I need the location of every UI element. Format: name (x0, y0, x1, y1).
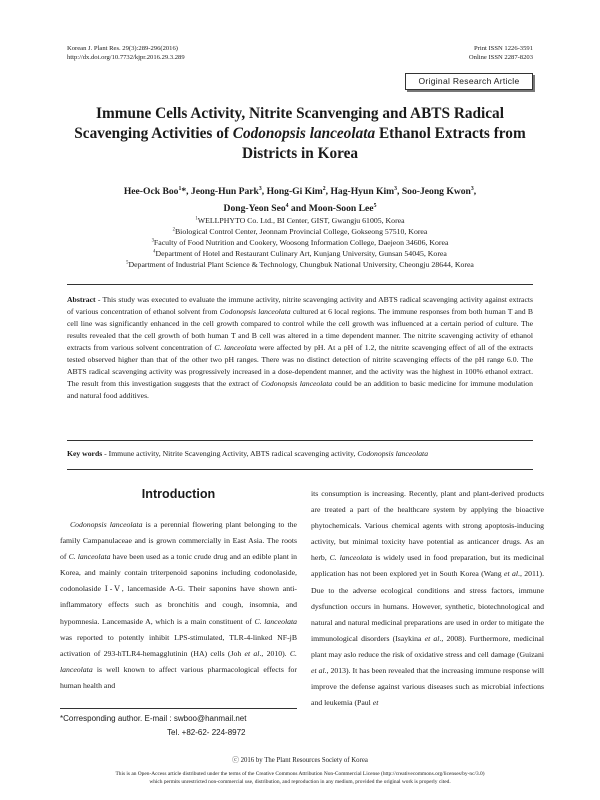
keywords-label: Key words (67, 449, 103, 458)
doi-link[interactable]: http://dx.doi.org/10.7732/kjpr.2016.29.3.289 (67, 54, 185, 61)
intro-paragraph: Codonopsis lanceolata is a perennial flowering plant belonging to the family Campanulaceae and is grown commercially in East Asia. The roots of C. lanceolata have been used as a tonic crude drug and an edible plant in Korea, and mainly contain triterpenoid saponins including codonolaside, codonolaside Ⅰ-Ⅴ, lancemaside A-G. Their saponins have shown anti-inflammatory effects such as bronchitis and cough, insomnia, and hypomnesia. Lancemaside A, which is a main constituent of C. lanceolata was reported to potently inhibit LPS-stimulated, TLR-4-linked NF-jB activation of 293-hTLR4-hemagglutinin (HA) cells (Joh et al., 2010). C. lanceolata is well known to affect various pharmacological effects for human health and (60, 520, 297, 690)
abstract: Abstract - This study was executed to evaluate the immune activity, nitrite scavenging activity and ABTS radical scavenging activity against extracts of various concentration of ethanol solvent from Codonopsis lanceolata cultured at 6 local regions. The immune responses from both human T and B cell line was significantly enhanced in the cell growth compared to control while the cell growth was influenced at a certain period of culture. The results revealed that the cell growth of both human T and B cell was altered in a time dependent manner. The nitrite scavenging activity of ethanol extracts from various solvent concentration of C. lanceolata were affected by pH. At a pH of 1.2, the nitrite scavenging effect of all of the extracts tested observed higher than that of the other two pH ranges. There was no distinct detection of nitrite scavenging effects of the pH range 6.0. The ABTS radical scavenging activity was progressively increased in a dose-dependent manner, and the activity was the highest in 100% ethanol extract. The result from this investigation suggests that the extract of Codonopsis lanceolata could be an addition to basic medicine for immune modulation and natural food additives. (67, 295, 534, 401)
abstract-label: Abstract (67, 295, 96, 304)
affiliation: $^4$Department of Hotel and Restaurant Culinary Art, Kunjang University, Gunsan 54045, Korea (153, 249, 447, 258)
corresponding-author-email: *Corresponding author. E-mail : swboo@hanmail.net (60, 714, 247, 723)
license-line-1: This is an Open-Access article distributed under the terms of the Creative Commons Attribution Non-Commercial License (http://creativecommons.org/licenses/by-nc/3.0) (115, 771, 485, 777)
keywords-bottom-rule (67, 469, 533, 470)
license-line-2: which permits unrestricted non-commercial use, distribution, and reproduction in any medium, provided the original work is properly cited. (149, 778, 451, 785)
journal-citation: Korean J. Plant Res. 29(3):289-296(2016) (67, 45, 178, 52)
keywords: Key words - Immune activity, Nitrite Scavenging Activity, ABTS radical scavenging activity, Codonopsis lanceolata (67, 449, 429, 458)
body-column-right (311, 486, 544, 711)
affiliation: $^1$WELLPHYTO Co. Ltd., BI Center, GIST, Gwangju 61005, Korea (195, 216, 405, 225)
author: Hag-Hyun Kim$^3$, (330, 185, 402, 197)
issn-header (469, 44, 533, 62)
author-list (60, 183, 540, 217)
license-notice (40, 771, 560, 786)
author: Hee-Ock Boo$^1$*, (123, 185, 191, 197)
abstract-top-rule (67, 284, 533, 285)
author: Hong-Gi Kim$^2$, (266, 185, 331, 197)
title-part-2: Ethanol Extracts from Districts in Korea (241, 125, 526, 162)
title-part-1: Immune Cells Activity, Nitrite Scanvenging and ABTS Radical Scavenging Activities of (74, 105, 504, 142)
intro-paragraph-continued: its consumption is increasing. Recently, plant and plant-derived products are treated a part of the healthcare system by applying the bioactive phytochemicals. Various chemical agents with strong apoptosis-inducing activity, but minimal toxicity have potential as anticancer drugs. As an herb, C. lanceolata is widely used in food preparation, but its medicinal application has not been explored yet in South Korea (Wang et al., 2011). Due to the adverse ecological conditions and stress factors, immune dysfunction occurs in humans. However, synthetic, biotechnological and natural and natural medicinal preparations are used in order to mitigate the immunological disorders (Isaykina et al., 2008). Furthermore, medicinal plant may aslo reduce the risk of oxidative stress and cell damage (Guizani et al., 2013). It has been revealed that the increasing immune response will improve the defense against various diseases such as microbial infections and leukemia (Paul et (311, 489, 545, 708)
affiliation: $^5$Department of Industrial Plant Science & Technology, Chungbuk National University, Cheongju 28644, Korea (126, 260, 474, 269)
affiliation: $^3$Faculty of Food Nutrition and Cookery, Woosong Information College, Daejeon 34606, Korea (151, 238, 449, 247)
author: Moon-Soon Lee$^5$ (308, 202, 377, 214)
section-heading-introduction: Introduction (141, 487, 216, 501)
online-issn: Online ISSN 2287-8203 (468, 54, 533, 61)
title-species: Codonopsis lanceolata (232, 125, 376, 142)
affiliation-list (60, 215, 540, 270)
corresponding-author-phone: Tel. +82-62- 224-8972 (167, 728, 246, 737)
footnote-rule (60, 708, 297, 709)
journal-header (67, 44, 185, 62)
article-type-badge: Original Research Article (405, 73, 533, 90)
paper-title (60, 104, 540, 164)
author: Dong-Yeon Seo$^4$ and (223, 202, 309, 214)
body-column-left (60, 517, 297, 694)
author: Jeong-Hun Park$^3$, (190, 185, 267, 197)
print-issn: Print ISSN 1226-3591 (474, 45, 533, 52)
author: Soo-Jeong Kwon$^3$, (401, 185, 477, 197)
abstract-bottom-rule (67, 440, 533, 441)
affiliation: $^2$Biological Control Center, Jeonnam Provincial College, Gokseong 57510, Korea (172, 227, 428, 236)
corresponding-author-footnote (60, 712, 300, 740)
copyright-notice: ⓒ 2016 by The Plant Resources Society of Korea (232, 757, 368, 764)
